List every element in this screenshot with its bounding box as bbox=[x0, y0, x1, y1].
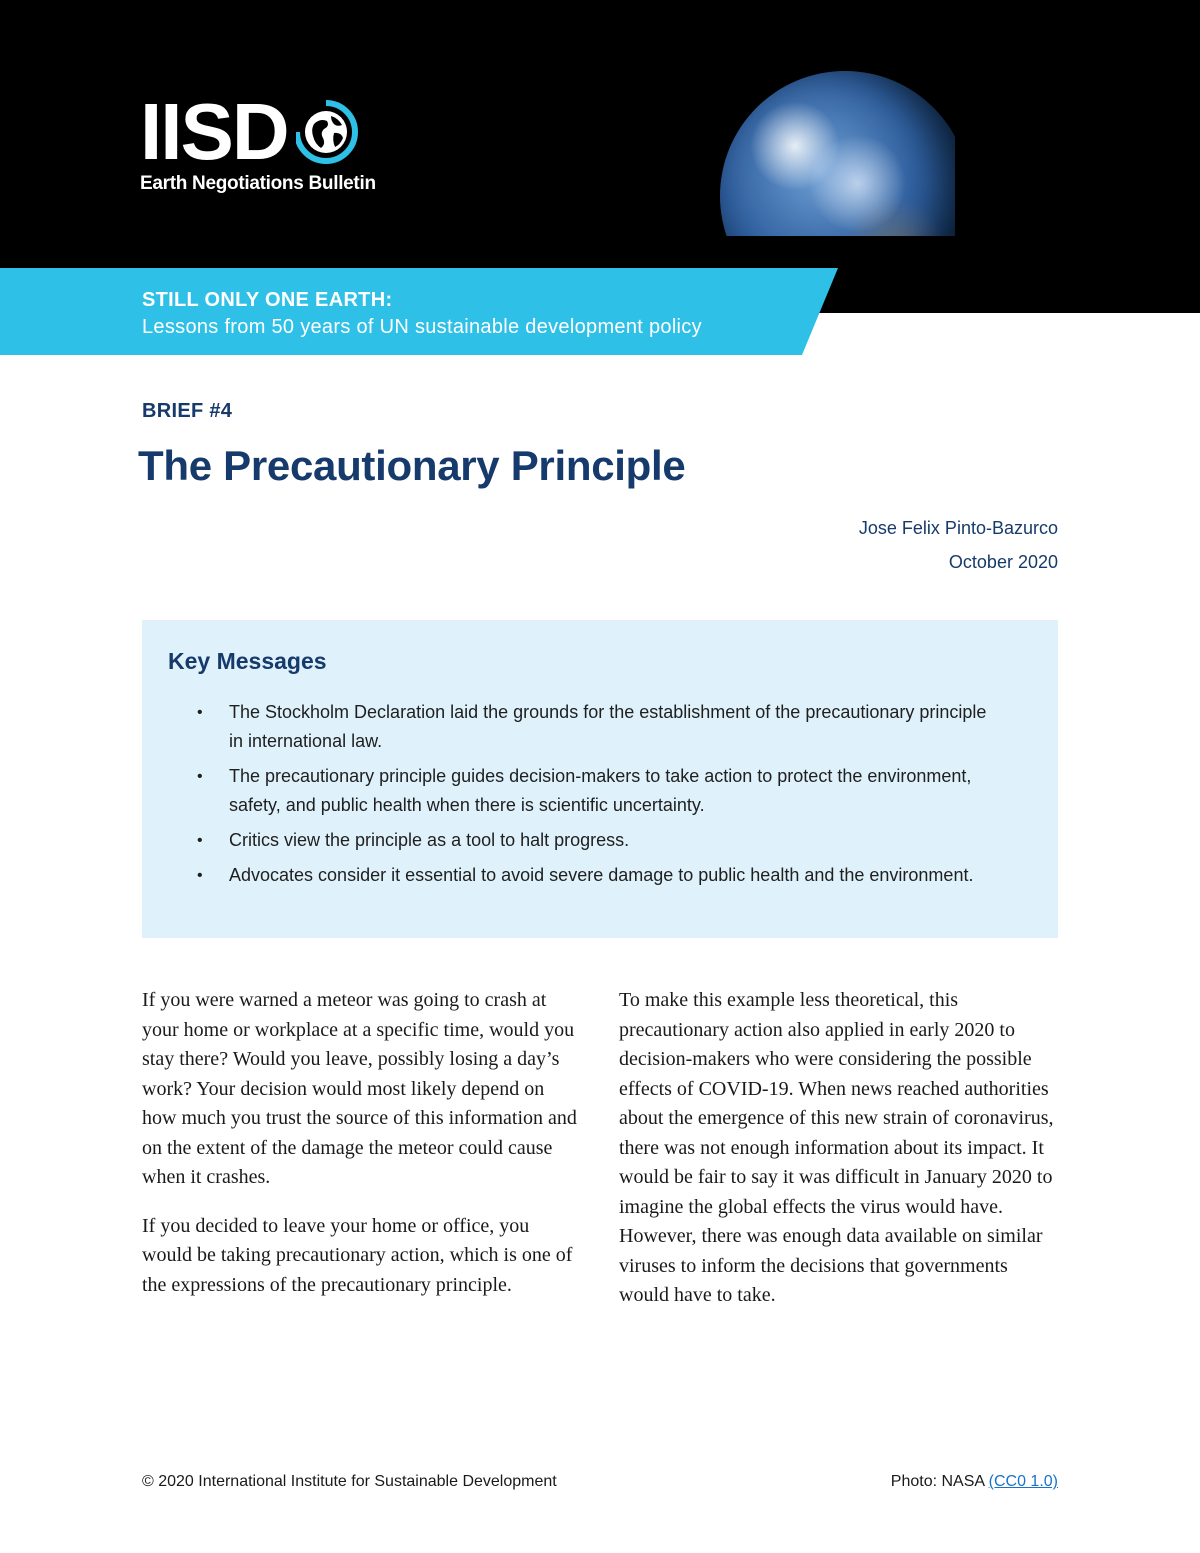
key-message-text: Critics view the principle as a tool to halt progress. bbox=[229, 830, 630, 850]
key-message-text: Advocates consider it essential to avoid severe damage to public health and the environment. bbox=[229, 865, 974, 885]
list-item bbox=[142, 826, 1002, 855]
logo-subtitle: Earth Negotiations Bulletin bbox=[140, 173, 376, 194]
logo-wordmark: IISD bbox=[140, 87, 288, 176]
bullet-icon: • bbox=[197, 704, 203, 721]
list-item bbox=[142, 762, 1002, 820]
license-link[interactable]: (CC0 1.0) bbox=[988, 1473, 1058, 1490]
key-messages-list bbox=[142, 698, 1002, 896]
body-paragraph: If you decided to leave your home or office, you would be taking precautionary action, which is one of the expressions of the precautionary principle. bbox=[142, 1214, 573, 1296]
key-message-text: The Stockholm Declaration laid the grounds for the establishment of the precautionary principle in international law. bbox=[229, 702, 987, 751]
photo-credit bbox=[891, 1473, 1058, 1491]
body-column-left bbox=[142, 986, 580, 1319]
author-name: Jose Felix Pinto-Bazurco bbox=[858, 518, 1058, 538]
bullet-icon: • bbox=[197, 768, 203, 785]
earth-photo bbox=[715, 66, 955, 236]
series-subtitle: Lessons from 50 years of UN sustainable development policy bbox=[142, 316, 702, 338]
page-title: The Precautionary Principle bbox=[138, 442, 686, 489]
bullet-icon: • bbox=[197, 867, 203, 884]
key-message-text: The precautionary principle guides decision-makers to take action to protect the environment, safety, and public health when there is scientific uncertainty. bbox=[229, 766, 972, 815]
list-item bbox=[142, 698, 1002, 756]
body-paragraph: To make this example less theoretical, this precautionary action also applied in early 2020 to decision-makers who were considering the possible effects of COVID-19. When news reached authorities about the emergence of this new strain of coronavirus, there was not enough information about its impact. It would be fair to say it was difficult in January 2020 to imagine the global effects the virus would have. However, there was enough data available on similar viruses to inform the decisions that governments would have to take. bbox=[619, 989, 1054, 1306]
globe-icon bbox=[296, 100, 360, 164]
brief-number: BRIEF #4 bbox=[142, 400, 233, 422]
earth-globe-icon bbox=[720, 71, 955, 236]
body-column-right bbox=[619, 986, 1061, 1330]
publication-date: October 2020 bbox=[948, 552, 1058, 572]
body-paragraph: If you were warned a meteor was going to crash at your home or workplace at a specific time, would you stay there? Would you leave, possibly losing a day’s work? Your decision would most likely depend on how much you trust the source of this information and on the extent of the damage the meteor could cause when it crashes. bbox=[142, 989, 577, 1188]
bullet-icon: • bbox=[197, 832, 203, 849]
list-item bbox=[142, 861, 1002, 890]
copyright-notice: © 2020 International Institute for Sustainable Development bbox=[142, 1473, 557, 1490]
iisd-logo bbox=[140, 87, 360, 176]
key-messages-box bbox=[142, 620, 1058, 938]
series-banner bbox=[0, 268, 840, 355]
photo-credit-text: Photo: NASA bbox=[890, 1473, 989, 1490]
series-title: STILL ONLY ONE EARTH: bbox=[142, 289, 393, 311]
key-messages-title: Key Messages bbox=[168, 648, 327, 674]
